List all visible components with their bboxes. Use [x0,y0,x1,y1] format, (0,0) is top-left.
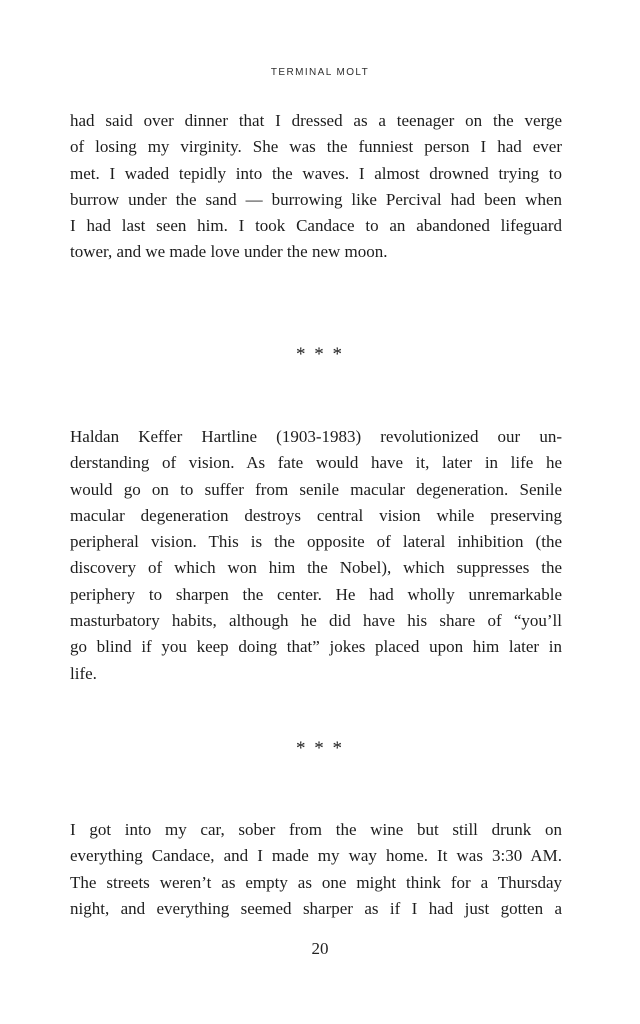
running-header: TERMINAL MOLT [270,67,370,78]
text-line: peripheral vision. This is the opposite of lateral inhibition (the [70,532,562,552]
text-line: discovery of which won him the Nobel), which suppresses the [70,558,562,578]
page-number: 20 [311,939,329,958]
text-line: had said over dinner that I dressed as a teenager on the verge [70,111,562,130]
text-line: derstanding of vision. As fate would have it, later in life he [70,453,562,473]
text-line: met. I waded tepidly into the waves. I almost drowned trying to [70,163,562,183]
text-line: I had last seen him. I took Candace to an abandoned lifeguard [70,216,562,236]
paragraph-1 [70,108,562,266]
text-line: everything Candace, and I made my way home. It was 3:30 AM. [70,846,562,866]
text-line: macular degeneration destroys central vision while preserving [70,505,562,525]
text-line: burrow under the sand — burrowing like Percival had been when [70,189,562,209]
section-separator: * * * [296,738,344,759]
paragraph-2 [70,424,562,687]
text-line: would go on to suffer from senile macular degeneration. Senile [70,479,562,499]
text-line: go blind if you keep doing that” jokes placed upon him later in [70,637,562,657]
section-separator: * * * [296,344,344,365]
text-line: night, and everything seemed sharper as if I had just gotten a [70,898,562,918]
text-line: periphery to sharpen the center. He had wholly unremarkable [70,584,562,604]
text-line: The streets weren’t as empty as one might think for a Thursday [70,872,562,892]
text-line: tower, and we made love under the new moon. [70,242,388,262]
paragraph-3 [70,817,562,922]
text-line: masturbatory habits, although he did have his share of “you’ll [70,611,562,631]
text-line: life. [70,663,97,683]
text-line: of losing my virginity. She was the funniest person I had ever [70,137,562,157]
text-line: Haldan Keffer Hartline (1903-1983) revolutionized our un- [70,427,562,446]
text-line: I got into my car, sober from the wine but still drunk on [70,820,562,839]
